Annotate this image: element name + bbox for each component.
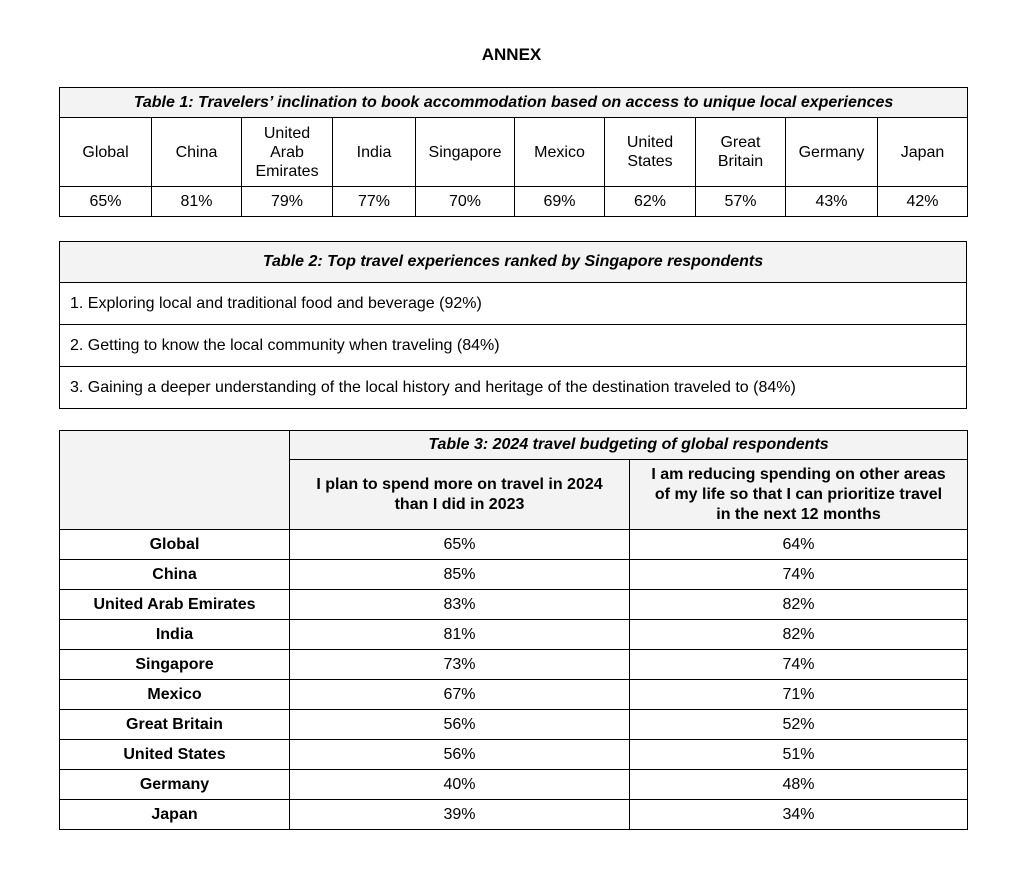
table1-column-header <box>515 118 605 187</box>
table1-column-header <box>878 118 968 187</box>
table3-country-cell: Great Britain <box>60 710 290 740</box>
table1-value-cell: 69% <box>515 187 605 217</box>
table1-value-cell: 81% <box>152 187 242 217</box>
table3-spend-more-cell: 56% <box>290 710 630 740</box>
table3-reducing-other-cell: 52% <box>630 710 968 740</box>
table1-column-header <box>152 118 242 187</box>
header-line: Britain <box>717 153 764 170</box>
table-row <box>60 560 968 590</box>
table3-reducing-other-cell: 74% <box>630 560 968 590</box>
table3-spend-more-cell: 67% <box>290 680 630 710</box>
table1-column-header <box>242 118 333 187</box>
table3-country-cell: Singapore <box>60 650 290 680</box>
table2-caption: Table 2: Top travel experiences ranked by Singapore respondents <box>60 242 967 283</box>
header-line: India <box>356 143 392 161</box>
table3-reducing-other-cell: 51% <box>630 740 968 770</box>
table3-col-reducing-other <box>630 460 968 530</box>
header-line: United <box>263 124 311 142</box>
table-top-experiences <box>59 241 967 409</box>
table3-reducing-other-cell: 71% <box>630 680 968 710</box>
table1-value-cell: 79% <box>242 187 333 217</box>
table-row <box>60 530 968 560</box>
table-row <box>60 680 968 710</box>
table3-country-cell: China <box>60 560 290 590</box>
table3-country-cell: Japan <box>60 800 290 830</box>
table2-item: 2. Getting to know the local community when traveling (84%) <box>60 325 967 367</box>
table3-corner-cell <box>60 431 290 530</box>
header-line: Germany <box>798 143 865 161</box>
table-row <box>60 620 968 650</box>
header-line: China <box>175 143 218 161</box>
table1-value-cell: 65% <box>60 187 152 217</box>
table3-spend-more-cell: 56% <box>290 740 630 770</box>
table3-country-cell: Mexico <box>60 680 290 710</box>
table3-spend-more-cell: 39% <box>290 800 630 830</box>
table1-value-row <box>60 187 968 217</box>
table-row <box>60 710 968 740</box>
table3-body <box>60 530 968 830</box>
header-line: United <box>626 134 674 151</box>
table1-header-row <box>60 118 968 187</box>
table-row <box>60 283 967 325</box>
table3-col-spend-more <box>290 460 630 530</box>
table3-spend-more-cell: 40% <box>290 770 630 800</box>
table1-value-cell: 42% <box>878 187 968 217</box>
table-travelers-inclination <box>59 87 968 217</box>
table-travel-budgeting <box>59 430 968 830</box>
header-line: Mexico <box>534 143 585 161</box>
table1-column-header <box>416 118 515 187</box>
table3-caption: Table 3: 2024 travel budgeting of global respondents <box>290 431 968 460</box>
table-row <box>60 367 967 409</box>
header-line: I plan to spend more on travel in 2024 <box>316 475 603 493</box>
table1-column-header <box>786 118 878 187</box>
table3-spend-more-cell: 85% <box>290 560 630 590</box>
table-row <box>60 325 967 367</box>
table1-caption: Table 1: Travelers’ inclination to book accommodation based on access to unique local experiences <box>60 88 968 118</box>
table3-reducing-other-cell: 64% <box>630 530 968 560</box>
header-line: Arab <box>270 143 304 161</box>
table1-value-cell: 77% <box>333 187 416 217</box>
table1-column-header <box>605 118 696 187</box>
table1-column-header <box>60 118 152 187</box>
table1-value-cell: 70% <box>416 187 515 217</box>
table3-spend-more-cell: 65% <box>290 530 630 560</box>
header-line: Global <box>82 143 129 161</box>
page-title: ANNEX <box>481 45 542 64</box>
table-row <box>60 650 968 680</box>
header-line: Great <box>720 134 761 151</box>
table-row <box>60 590 968 620</box>
header-line: States <box>627 153 673 170</box>
table1-value-cell: 43% <box>786 187 878 217</box>
table-row <box>60 740 968 770</box>
table1-value-cell: 57% <box>696 187 786 217</box>
table3-country-cell: India <box>60 620 290 650</box>
table1-column-header <box>696 118 786 187</box>
table3-reducing-other-cell: 82% <box>630 590 968 620</box>
table3-reducing-other-cell: 74% <box>630 650 968 680</box>
table2-item: 1. Exploring local and traditional food and beverage (92%) <box>60 283 967 325</box>
header-line: Emirates <box>255 162 319 180</box>
header-line: I am reducing spending on other areas <box>651 465 946 483</box>
table1-value-cell: 62% <box>605 187 696 217</box>
table3-country-cell: United States <box>60 740 290 770</box>
header-line: Singapore <box>428 143 502 161</box>
table3-country-cell: United Arab Emirates <box>60 590 290 620</box>
table3-spend-more-cell: 81% <box>290 620 630 650</box>
header-line: of my life so that I can prioritize travel <box>654 485 943 503</box>
table3-country-cell: Germany <box>60 770 290 800</box>
table1-column-header <box>333 118 416 187</box>
table3-reducing-other-cell: 82% <box>630 620 968 650</box>
table3-country-cell: Global <box>60 530 290 560</box>
table3-reducing-other-cell: 48% <box>630 770 968 800</box>
table3-reducing-other-cell: 34% <box>630 800 968 830</box>
table2-item: 3. Gaining a deeper understanding of the local history and heritage of the destination traveled to (84%) <box>60 367 967 409</box>
header-line: than I did in 2023 <box>394 495 525 513</box>
header-line: in the next 12 months <box>716 505 881 523</box>
table3-spend-more-cell: 83% <box>290 590 630 620</box>
table-row <box>60 770 968 800</box>
table-row <box>60 800 968 830</box>
table3-spend-more-cell: 73% <box>290 650 630 680</box>
header-line: Japan <box>900 143 945 161</box>
